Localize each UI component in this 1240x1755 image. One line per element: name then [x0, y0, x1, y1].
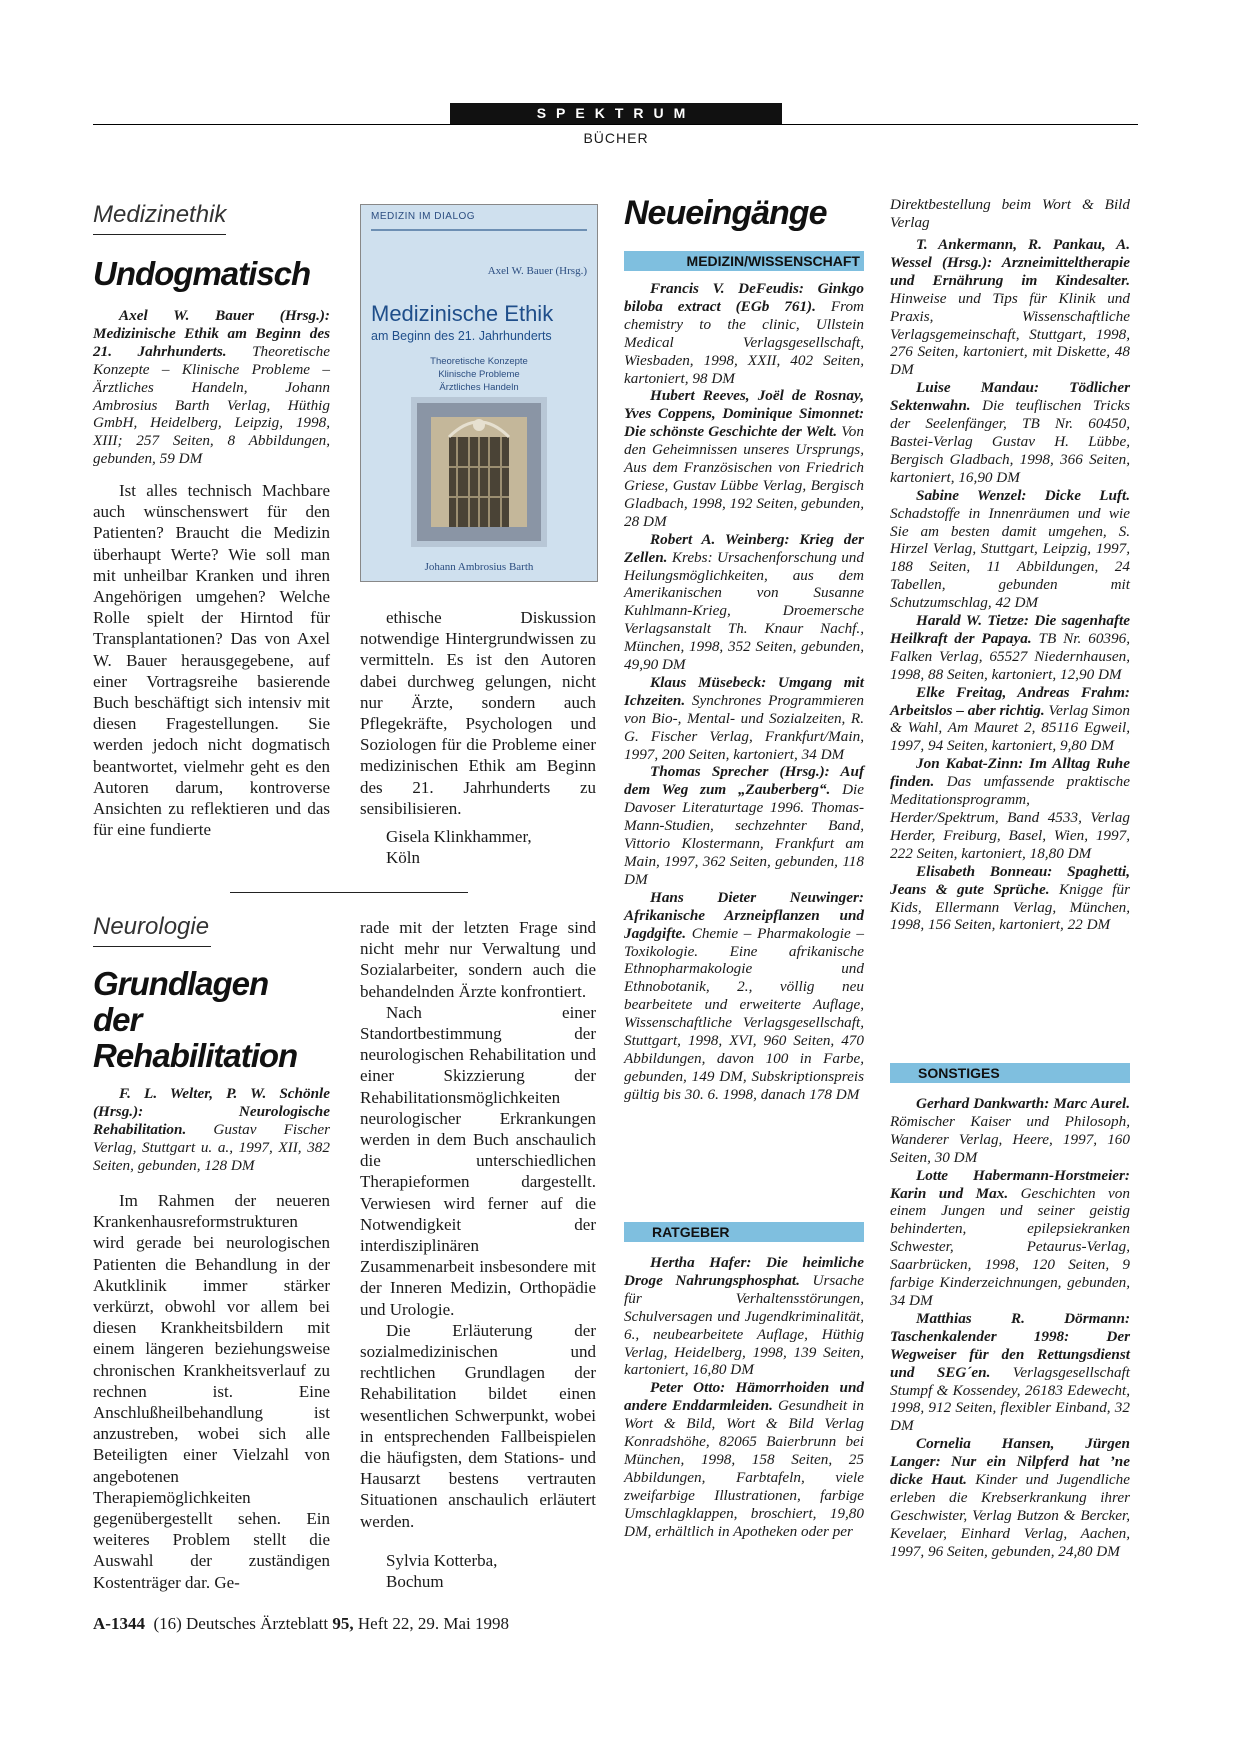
headline-rehabilitation: Grundlagen der Rehabilitation: [93, 965, 298, 1074]
rubric-neurologie: Neurologie: [93, 913, 210, 940]
article-separator: [230, 892, 468, 893]
book-entry: Jon Kabat-Zinn: Im Alltag Ruhe finden. Das umfassende praktische Meditationsprogramm, Herder/Spektrum, Band 4533, Verlag Herder, Freiburg, Basel, Wien, 1997, 222 Seiten, kartoniert, 18,80 DM: [890, 755, 1130, 862]
category-medizin-wissenschaft: MEDIZIN/WISSENSCHAFT: [624, 251, 864, 271]
book-entry: Peter Otto: Hämorrhoiden und andere Enddarmleiden. Gesundheit in Wort & Bild, Wort & Bild Verlag Konradshöhe, 82065 Baierbrunn bei München, 1998, 158 Seiten, 25 Abbildungen, Farbtafeln, viele zweifarbige Illustrationen, farbige Umschlagklappen, broschiert, 19,80 DM, erhältlich in Apotheken oder per: [624, 1379, 864, 1540]
cover-illustration: [411, 397, 547, 547]
headline-undogmatisch: Undogmatisch: [93, 255, 311, 292]
article1-body-col2: ethische Diskussion notwendige Hintergrundwissen zu vermitteln. Es ist den Autoren dabei durchweg gelungen, nicht nur Ärzte, sondern auch Pflegekräfte, Psychologen und Soziologen für die Probleme einer medizinischen Ethik am Beginn des 21. Jahrhunderts zu sensibilisieren.: [360, 608, 596, 818]
book-cover-image: [360, 204, 598, 582]
page-footer: A-1344 (16) Deutsches Ärzteblatt 95, Heft 22, 29. Mai 1998: [93, 1614, 509, 1633]
cover-tags: Theoretische Konzepte Klinische Probleme Ärztliches Handeln: [430, 356, 528, 393]
book-entry: Elke Freitag, Andreas Frahm: Arbeitslos – aber richtig. Verlag Simon & Wahl, Am Mauret 2, 85116 Egweil, 1997, 94 Seiten, kartoniert, 9,80 DM: [890, 683, 1130, 755]
book-entry: Elisabeth Bonneau: Spaghetti, Jeans & gute Sprüche. Knigge für Kids, Ellermann Verlag, München, 1998, 156 Seiten, kartoniert, 22 DM: [890, 862, 1130, 934]
article2-author: Sylvia Kotterba,: [386, 1551, 498, 1570]
book-entry: Francis V. DeFeudis: Ginkgo biloba extract (EGb 761). From chemistry to the clinic, Ullstein Medical Verlagsgesellschaft, Wiesbaden, 1998, XXII, 402 Seiten, kartoniert, 98 DM: [624, 280, 865, 387]
book-entry: T. Ankermann, R. Pankau, A. Wessel (Hrsg.): Arzneimitteltherapie und Ernährung im Kindesalter. Hinweise und Tips für Klinik und Praxis, Wissenschaftliche Verlagsgemeinschaft, Stuttgart, 1998, 276 Seiten, kartoniert, mit Diskette, 48 DM: [890, 236, 1130, 379]
article1-body-col1: Ist alles technisch Machbare auch wünschenswert für den Patienten? Braucht die Medizin überhaupt Werte? Wie soll man mit unheilbar Kranken und ihren Angehörigen umgehen? Welche Rolle spielt der Hirntod für Transplantationen? Das von Axel W. Bauer herausgegebene, auf einer Vortragsreihe basierende Buch beschäftigt sich intensiv mit diesen Fragestellungen. Sie werden jedoch nicht dogmatisch beantwortet, vielmehr geht es den Autoren darum, kontroverse Ansichten zu reflektieren und das für eine fundierte: [93, 481, 330, 840]
cover-series: MEDIZIN IM DIALOG: [371, 211, 587, 231]
book-entry: Cornelia Hansen, Jürgen Langer: Nur ein Nilpferd hat ’ne dicke Haut. Kinder und Jugendliche erleben die Krebserkrankung ihrer Geschwister, Verlag Butzon & Bercker, Kevelaer, Einhard Verlag, Aachen, 1997, 96 Seiten, gebunden, 24,80 DM: [890, 1435, 1130, 1560]
cover-publisher: Johann Ambrosius Barth: [424, 561, 534, 573]
rubric-underline: [93, 946, 211, 947]
entries-medizin-col3: [624, 280, 864, 1104]
entries-ratgeber: [624, 1254, 864, 1541]
cover-editor: Axel W. Bauer (Hrsg.): [487, 265, 587, 277]
entries-continuation: Direktbestellung beim Wort & Bild Verlag: [890, 196, 1130, 231]
entries-sonstiges: [890, 1095, 1130, 1561]
book-entry: Hertha Hafer: Die heimliche Droge Nahrungsphosphat. Ursache für Verhaltensstörungen, Schulversagen und Jugendkriminalität, 6., neubearbeitete Auflage, Hüthig Verlag, Heidelberg, 1998, 139 Seiten, kartoniert, 16,80 DM: [624, 1254, 864, 1379]
header-rule: [93, 124, 1138, 125]
cover-subtitle: am Beginn des 21. Jahrhunderts: [371, 329, 552, 343]
headline-neueingaenge: Neueingänge: [624, 194, 827, 232]
bibliography-article1: Axel W. Bauer (Hrsg.): Medizinische Ethik am Beginn des 21. Jahrhunderts. Theoretische Konzepte – Klinische Probleme – Ärztliches Handeln, Johann Ambrosius Barth Verlag, Hüthig GmbH, Heidelberg, Leipzig, 1998, XIII; 257 Seiten, 8 Abbildungen, gebunden, 59 DM: [93, 307, 330, 468]
book-entry: Luise Mandau: Tödlicher Sektenwahn. Die teuflischen Tricks der Seelenfänger, TB Nr. 60450, Bastei-Verlag Gustav H. Lübbe, Bergisch Gladbach, 1998, 366 Seiten, kartoniert, 16,90 DM: [890, 379, 1130, 486]
subsection-label: BÜCHER: [583, 130, 649, 146]
article2-city: Bochum: [386, 1572, 444, 1591]
book-entry: Thomas Sprecher (Hrsg.): Auf dem Weg zum „Zauberberg“. Die Davoser Literaturtage 1996. Thomas-Mann-Studien, sechzehnter Band, Vittorio Klostermann, Frankfurt am Main, 1997, 362 Seiten, gebunden, 118 DM: [624, 763, 865, 888]
entries-medizin-col4: [890, 236, 1130, 934]
book-entry: Hans Dieter Neuwinger: Afrikanische Arzneipflanzen und Jagdgifte. Chemie – Pharmakologie – Toxikologie. Eine afrikanische Ethnopharmakologie und Ethnobotanik, 2., völlig neu bearbeitete und erweiterte Auflage, Wissenschaftliche Verlagsgesellschaft, Stuttgart, 1998, XVI, 960 Seiten, 470 Abbildungen, davon 100 in Farbe, gebunden, 149 DM, Subskriptionspreis gültig bis 30. 6. 1998, danach 178 DM: [624, 888, 864, 1103]
book-entry: Matthias R. Dörmann: Taschenkalender 1998: Der Wegweiser für den Rettungsdienst und SEG´en. Verlagsgesellschaft Stumpf & Kossendey, 26183 Edewecht, 1998, 912 Seiten, flexibler Einband, 32 DM: [890, 1309, 1130, 1435]
rubric-medizinethik: Medizinethik: [93, 201, 227, 228]
bibliography-article2: F. L. Welter, P. W. Schönle (Hrsg.): Neurologische Rehabilitation. Gustav Fischer Verlag, Stuttgart u. a., 1997, XII, 382 Seiten, gebunden, 128 DM: [93, 1085, 330, 1174]
category-sonstiges: SONSTIGES: [890, 1063, 1130, 1083]
category-ratgeber: RATGEBER: [624, 1222, 864, 1242]
rubric-underline: [93, 234, 226, 235]
article1-author: Gisela Klinkhammer,: [386, 827, 532, 846]
book-entry: Robert A. Weinberg: Krieg der Zellen. Krebs: Ursachenforschung und Heilungsmöglichkeiten, aus dem Amerikanischen von Susanne Kuhlmann-Krieg, Droemersche Verlagsanstalt Th. Knaur Nachf., München, 1998, 352 Seiten, gebunden, 49,90 DM: [624, 530, 864, 674]
book-entry: Sabine Wenzel: Dicke Luft. Schadstoffe in Innenräumen und wie Sie am besten damit umgehen, S. Hirzel Verlag, Stuttgart, Leipzig, 1997, 188 Seiten, 11 Abbildungen, 24 Tabellen, gebunden mit Schutzumschlag, 42 DM: [890, 486, 1130, 612]
cover-title: Medizinische Ethik: [371, 301, 554, 326]
book-entry: Lotte Habermann-Horstmeier: Karin und Max. Geschichten von einem Jungen und seiner geistig behinderten, epilepsiekranken Schwester, Petaurus-Verlag, Saarbrücken, 1998, 120 Seiten, 9 farbige Kinderzeichnungen, gebunden, 34 DM: [890, 1166, 1130, 1309]
book-entry: Gerhard Dankwarth: Marc Aurel. Römischer Kaiser und Philosoph, Wanderer Verlag, Heere, 1997, 160 Seiten, 30 DM: [890, 1095, 1130, 1166]
book-entry: Hubert Reeves, Joël de Rosnay, Yves Coppens, Dominique Simonnet: Die schönste Geschichte der Welt. Von den Geheimnissen unseres Ursprungs, Aus dem Französischen von Friedrich Griese, Gustav Lübbe Verlag, Bergisch Gladbach, 1998, 192 Seiten, gebunden, 28 DM: [624, 387, 864, 530]
book-entry: Klaus Müsebeck: Umgang mit Ichzeiten. Synchrones Programmieren von Bio-, Mental- und Sozialzeiten, R. G. Fischer Verlag, Frankfurt/Main, 1997, 200 Seiten, kartoniert, 34 DM: [624, 673, 864, 763]
article1-city: Köln: [386, 848, 420, 867]
article2-body-col2: rade mit der letzten Frage sind nicht mehr nur Verwaltung und Sozialarbeiter, sondern auch die behandelnden Ärzte konfrontiert. Nach einer Standortbestimmung der neurologischen Rehabilitation und einer Skizzierung der Rehabilitationsmöglichkeiten neurologischer Erkrankungen werden in dem Buch anschaulich die unterschiedlichen Therapieformen dargestellt. Verwiesen wird ferner auf die Notwendigkeit der interdisziplinären Zusammenarbeit insbesondere mit der Inneren Medizin, Orthopädie und Urologie. Die Erläuterung der sozialmedizinischen und rechtlichen Grundlagen der Rehabilitation bildet einen wesentlichen Schwerpunkt, wobei in entsprechenden Fallbeispielen die häufigsten, dem Stations- und Hausarzt bestens vertrauten Situationen anschaulich erläutert werden.: [360, 918, 596, 1531]
book-entry: Harald W. Tietze: Die sagenhafte Heilkraft der Papaya. TB Nr. 60396, Falken Verlag, 65527 Niedernhausen, 1998, 88 Seiten, kartoniert, 12,90 DM: [890, 612, 1130, 683]
section-banner: SPEKTRUM: [450, 103, 782, 124]
article2-body-col1: Im Rahmen der neueren Krankenhausreformstrukturen wird gerade bei neurologischen Patienten die Behandlung in der Akutklinik immer stärker verkürzt, obwohl vor allem bei diesen Krankheitsbildern mit einem längeren beziehungsweise chronischen Krankheitsverlauf zu rechnen ist. Eine Anschlußheilbehandlung ist anzustreben, wobei sich alle Beteiligten einer Vielzahl von angebotenen Therapiemöglichkeiten gegenübergestellt sehen. Ein weiteres Problem stellt die Auswahl der zuständigen Kostenträger dar. Ge-: [93, 1191, 330, 1592]
